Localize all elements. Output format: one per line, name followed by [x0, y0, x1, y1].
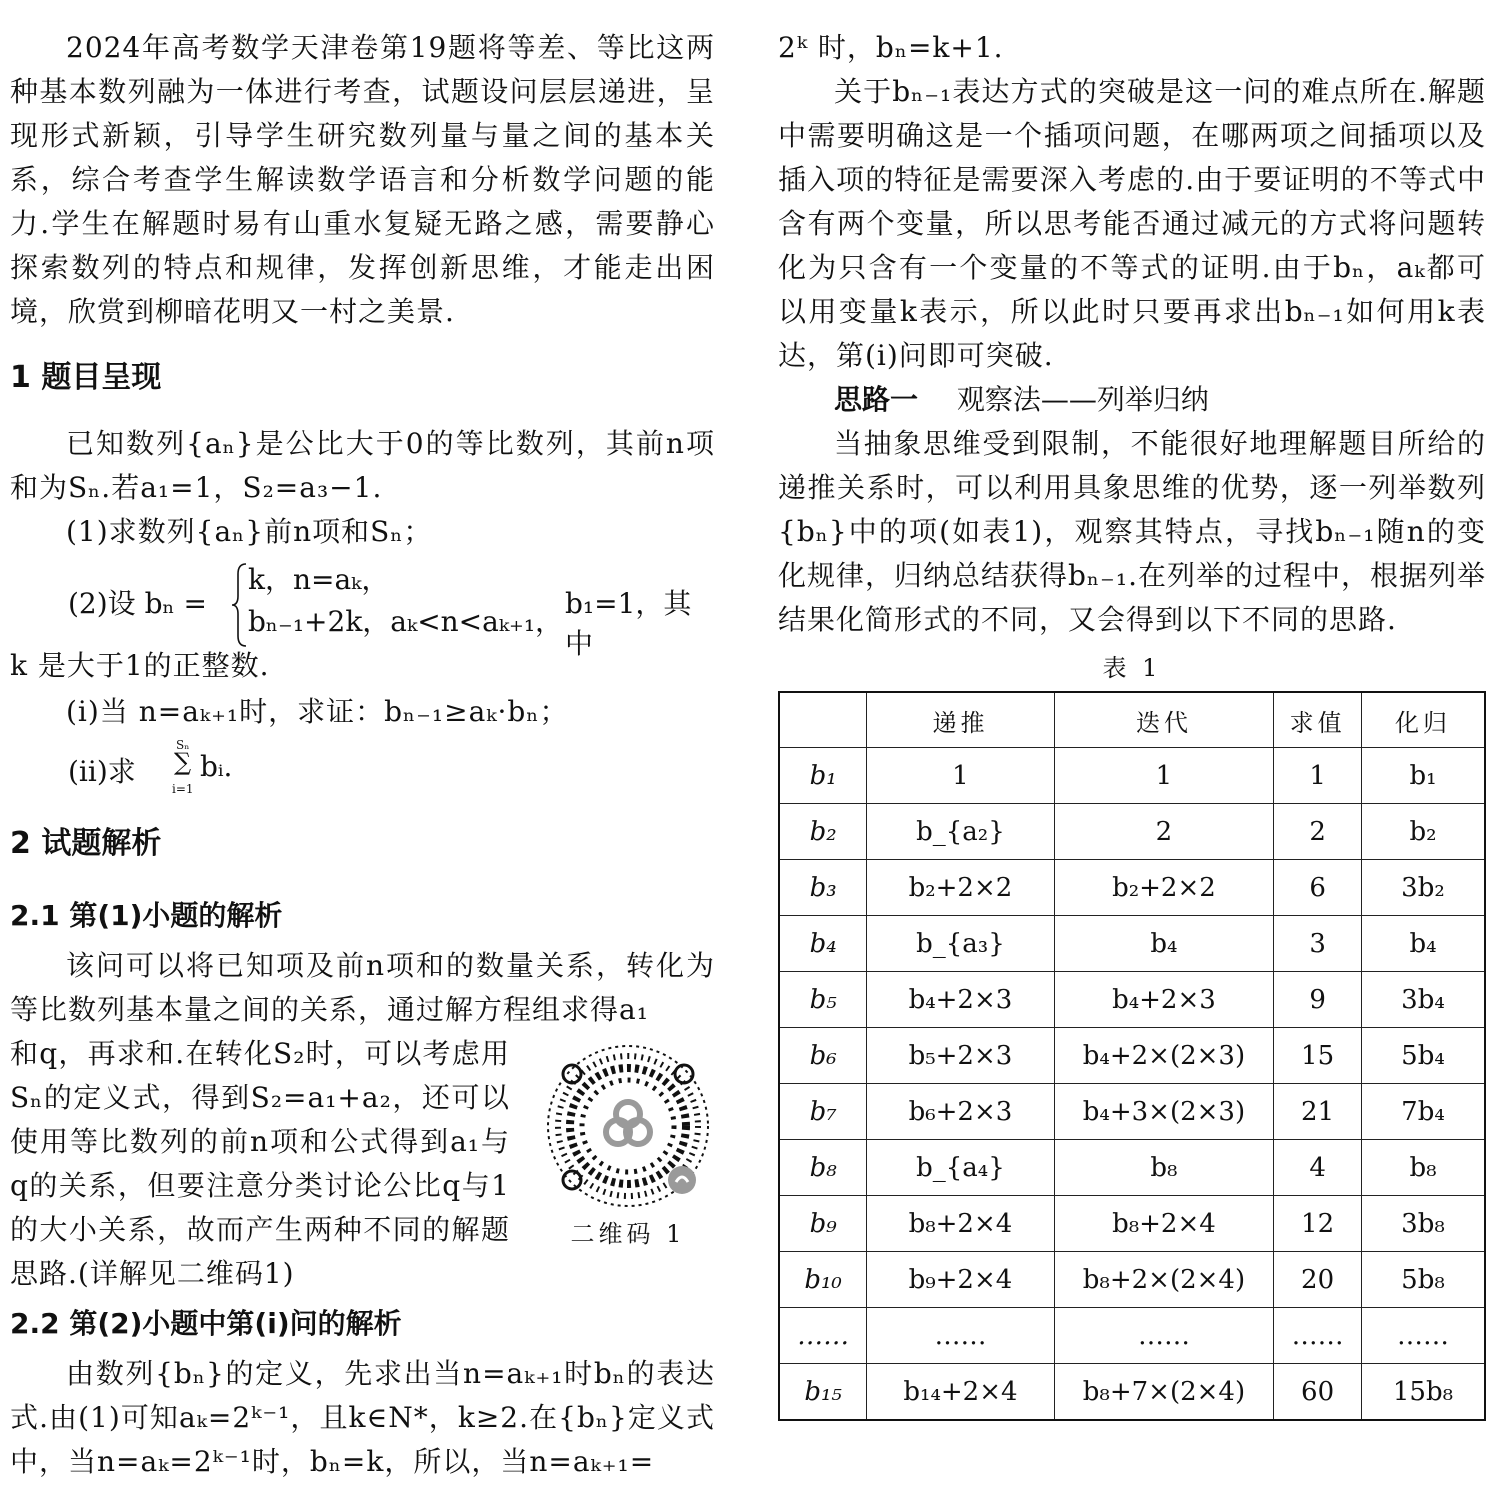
table-cell: 21 [1274, 1084, 1362, 1140]
table-row [779, 1252, 1485, 1308]
table-cell: b₂+2×2 [867, 860, 1054, 916]
sum-lower-limit: i=1 [172, 782, 194, 796]
table-row [779, 1084, 1485, 1140]
table-cell: 12 [1274, 1196, 1362, 1252]
method-label: 思路一 [834, 383, 919, 416]
table-row [779, 972, 1485, 1028]
table-header-cell: 求值 [1274, 692, 1362, 748]
table-cell: 5b₈ [1361, 1252, 1485, 1308]
table-cell: 3 [1274, 916, 1362, 972]
section-2-title: 2 试题解析 [10, 826, 162, 861]
table-cell: 6 [1274, 860, 1362, 916]
table-cell: 3b₂ [1361, 860, 1485, 916]
section-2-2-title: 2.2 第(2)小题中第(ⅰ)问的解析 [10, 1307, 402, 1340]
table-header-row [779, 692, 1485, 748]
qr-code-icon[interactable] [542, 1040, 714, 1212]
table-cell: b₈+7×(2×4) [1054, 1364, 1274, 1421]
table-cell: 2 [1054, 804, 1274, 860]
q2-tail: k 是大于1的正整数. [10, 649, 270, 682]
table-row [779, 916, 1485, 972]
q2-suffix: b₁=1，其中 [565, 587, 692, 660]
table-cell: 1 [867, 748, 1054, 804]
problem-question-2 [10, 560, 715, 660]
table-row-label: b₉ [779, 1196, 867, 1252]
table-cell: b₄+2×(2×3) [1054, 1028, 1274, 1084]
method-title: 观察法——列举归纳 [956, 383, 1209, 416]
table-row-label: …… [779, 1308, 867, 1364]
table-row-label: b₁₀ [779, 1252, 867, 1308]
q2-case-1: k，n=aₖ， [248, 563, 390, 596]
table-cell: 3b₈ [1361, 1196, 1485, 1252]
section-2-1-wrap-text: 和q，再求和.在转化S₂时，可以考虑用Sₙ的定义式，得到S₂=a₁+a₂，还可以使用等比数列的前n项和公式得到a₁与q的关系，但要注意分类讨论公比q与1的大小关系，故而产生两种不同的解题思路.(详解见二维码1) [10, 1037, 510, 1290]
q2-case-2: bₙ₋₁+2k，aₖ<n<aₖ₊₁， [248, 605, 564, 638]
table-cell: 7b₄ [1361, 1084, 1485, 1140]
table-cell: b₈ [1054, 1140, 1274, 1196]
table-cell: b₈+2×(2×4) [1054, 1252, 1274, 1308]
table-cell: b₅+2×3 [867, 1028, 1054, 1084]
table-row [779, 1308, 1485, 1364]
sum-symbol: ∑ [174, 748, 192, 776]
table-header-cell: 递推 [867, 692, 1054, 748]
table-cell: 15 [1274, 1028, 1362, 1084]
table-cell: b₈+2×4 [867, 1196, 1054, 1252]
table-cell: b₄+2×3 [1054, 972, 1274, 1028]
table-1-block [778, 642, 1486, 1421]
table-cell: 1 [1274, 748, 1362, 804]
table-cell: b₄ [1361, 916, 1485, 972]
table-row-label: b₃ [779, 860, 867, 916]
table-cell: b_{a₂} [867, 804, 1054, 860]
table-row [779, 748, 1485, 804]
intro-paragraph: 2024年高考数学天津卷第19题将等差、等比这两种基本数列融为一体进行考查，试题设问层层递进，呈现形式新颖，引导学生研究数列量与量之间的基本关系，综合考查学生解读数学语言和分析数学问题的能力.学生在解题时易有山重水复疑无路之感，需要静心探索数列的特点和规律，发挥创新思维，才能走出困境，欣赏到柳暗花明又一村之美景. [10, 31, 715, 328]
table-cell: 4 [1274, 1140, 1362, 1196]
table-cell: 15b₈ [1361, 1364, 1485, 1421]
table-header-cell: 迭代 [1054, 692, 1274, 748]
table-cell: 20 [1274, 1252, 1362, 1308]
method-paragraph: 当抽象思维受到限制，不能很好地理解题目所给的递推关系时，可以利用具象思维的优势，逐一列举数列{bₙ}中的项(如表1)，观察其特点，寻找bₙ₋₁随n的变化规律，归纳总结获得bₙ₋₁.在列举的过程中，根据列举结果化简形式的不同，又会得到以下不同的思路. [778, 427, 1486, 636]
table-row [779, 860, 1485, 916]
problem-question-i: (ⅰ)当 n=aₖ₊₁时，求证：bₙ₋₁≥aₖ·bₙ； [66, 695, 569, 728]
method-heading [834, 378, 1209, 422]
table-row-label: b₆ [779, 1028, 867, 1084]
table-cell: b_{a₃} [867, 916, 1054, 972]
table-1 [778, 691, 1486, 1421]
table-cell: b₂+2×2 [1054, 860, 1274, 916]
table-header-cell [779, 692, 867, 748]
table-cell: b₂ [1361, 804, 1485, 860]
section-1-title: 1 题目呈现 [10, 360, 162, 395]
table-cell: b₁ [1361, 748, 1485, 804]
q2-prefix: (2)设 bₙ = [68, 587, 207, 620]
left-brace-icon [230, 562, 248, 648]
table-cell: b₆+2×3 [867, 1084, 1054, 1140]
table-row-label: b₁₅ [779, 1364, 867, 1421]
table-cell: b₉+2×4 [867, 1252, 1054, 1308]
table-cell: 3b₄ [1361, 972, 1485, 1028]
qr-caption: 二维码 1 [570, 1220, 686, 1248]
table-row-label: b₅ [779, 972, 867, 1028]
table-cell: b₄ [1054, 916, 1274, 972]
table-header-cell: 化归 [1361, 692, 1485, 748]
table-cell: 1 [1054, 748, 1274, 804]
table-row-label: b₇ [779, 1084, 867, 1140]
table-row [779, 804, 1485, 860]
table-row [779, 1028, 1485, 1084]
sum-upper-limit: Sₙ [176, 738, 190, 752]
table-cell: 5b₄ [1361, 1028, 1485, 1084]
table-row [779, 1196, 1485, 1252]
table-cell: 60 [1274, 1364, 1362, 1421]
table-cell: b₄+2×3 [867, 972, 1054, 1028]
analysis-paragraph: 关于bₙ₋₁表达方式的突破是这一问的难点所在.解题中需要明确这是一个插项问题，在哪两项之间插项以及插入项的特征是需要深入考虑的.由于要证明的不等式中含有两个变量，所以思考能否通过减元的方式将问题转化为只含有一个变量的不等式的证明.由于bₙ，aₖ都可以用变量k表示，所以此时只要再求出bₙ₋₁如何用k表达，第(ⅰ)问即可突破. [778, 75, 1486, 372]
section-2-1-title: 2.1 第(1)小题的解析 [10, 899, 283, 932]
problem-statement: 已知数列{aₙ}是公比大于0的等比数列，其前n项和为Sₙ.若a₁=1，S₂=a₃−1. [10, 427, 715, 504]
problem-question-ii: (ⅱ)求 Sₙ ∑ i=1 bᵢ. [68, 738, 233, 796]
table-cell: …… [867, 1308, 1054, 1364]
continuation-line: 2ᵏ 时，bₙ=k+1. [778, 31, 1004, 64]
table-cell: …… [1361, 1308, 1485, 1364]
table-cell: b₁₄+2×4 [867, 1364, 1054, 1421]
table-cell: b_{a₄} [867, 1140, 1054, 1196]
table-row-label: b₂ [779, 804, 867, 860]
table-row-label: b₁ [779, 748, 867, 804]
table-cell: b₈ [1361, 1140, 1485, 1196]
table-row [779, 1364, 1485, 1421]
problem-question-1: (1)求数列{aₙ}前n项和Sₙ； [66, 515, 433, 548]
table-cell: b₄+3×(2×3) [1054, 1084, 1274, 1140]
table-cell: …… [1274, 1308, 1362, 1364]
table-caption: 表 1 [1102, 654, 1162, 682]
section-2-1-text: 该问可以将已知项及前n项和的数量关系，转化为等比数列基本量之间的关系，通过解方程组求得a₁ [10, 949, 715, 1026]
table-cell: …… [1054, 1308, 1274, 1364]
table-row-label: b₈ [779, 1140, 867, 1196]
table-row [779, 1140, 1485, 1196]
table-cell: 9 [1274, 972, 1362, 1028]
table-cell: 2 [1274, 804, 1362, 860]
table-cell: b₈+2×4 [1054, 1196, 1274, 1252]
table-row-label: b₄ [779, 916, 867, 972]
section-2-2-text: 由数列{bₙ}的定义，先求出当n=aₖ₊₁时bₙ的表达式.由(1)可知aₖ=2ᵏ⁻¹，且k∈N*，k≥2.在{bₙ}定义式中，当n=aₖ=2ᵏ⁻¹时，bₙ=k，所以，当n=aₖ₊₁= [10, 1357, 715, 1478]
